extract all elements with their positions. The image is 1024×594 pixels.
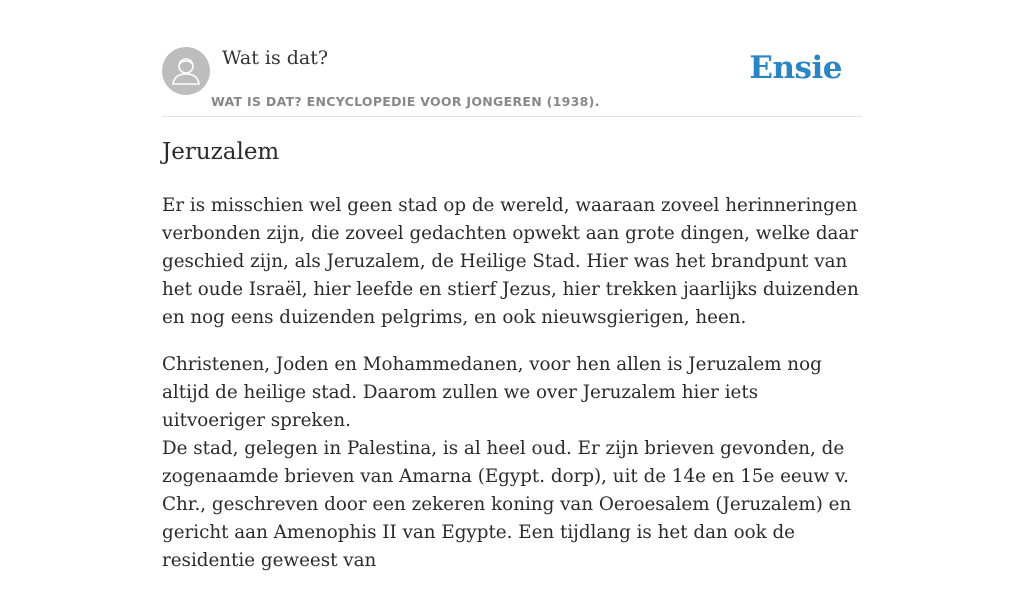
article-paragraph: Er is misschien wel geen stad op de wereld, waaraan zoveel herinneringen verbonden zijn, die zoveel gedachten opwekt aan grote dingen, welke daar geschied zijn, als Jeruzalem, de Heilige Stad. Hier was het brandpunt van het oude Israël, hier leefde en stierf Jezus, hier trekken jaarlijks duizenden en nog eens duizenden pelgrims, en ook nieuwsgierigen, heen. bbox=[162, 195, 859, 328]
page-header bbox=[162, 44, 862, 117]
article-paragraph: De stad, gelegen in Palestina, is al heel oud. Er zijn brieven gevonden, de zogenaamde brieven van Amarna (Egypt. dorp), uit de 14e en 15e eeuw v. Chr., geschreven door een zekeren koning van Oeroesalem (Jeruzalem) en gericht aan Amenophis II van Egypte. Een tijdlang is het dan ook de residentie geweest van bbox=[162, 438, 852, 571]
article-paragraph: Christenen, Joden en Mohammedanen, voor hen allen is Jeruzalem nog altijd de heilige stad. Daarom zullen we over Jeruzalem hier iets uitvoeriger spreken. bbox=[162, 354, 822, 431]
user-icon bbox=[162, 47, 210, 95]
author-name[interactable]: Wat is dat? bbox=[222, 47, 329, 69]
brand-logo[interactable]: Ensie bbox=[749, 50, 842, 86]
source-citation: WAT IS DAT? ENCYCLOPEDIE VOOR JONGEREN (1938). bbox=[211, 94, 600, 109]
avatar[interactable] bbox=[162, 47, 210, 95]
article-body bbox=[162, 192, 862, 594]
article-title: Jeruzalem bbox=[162, 139, 280, 165]
